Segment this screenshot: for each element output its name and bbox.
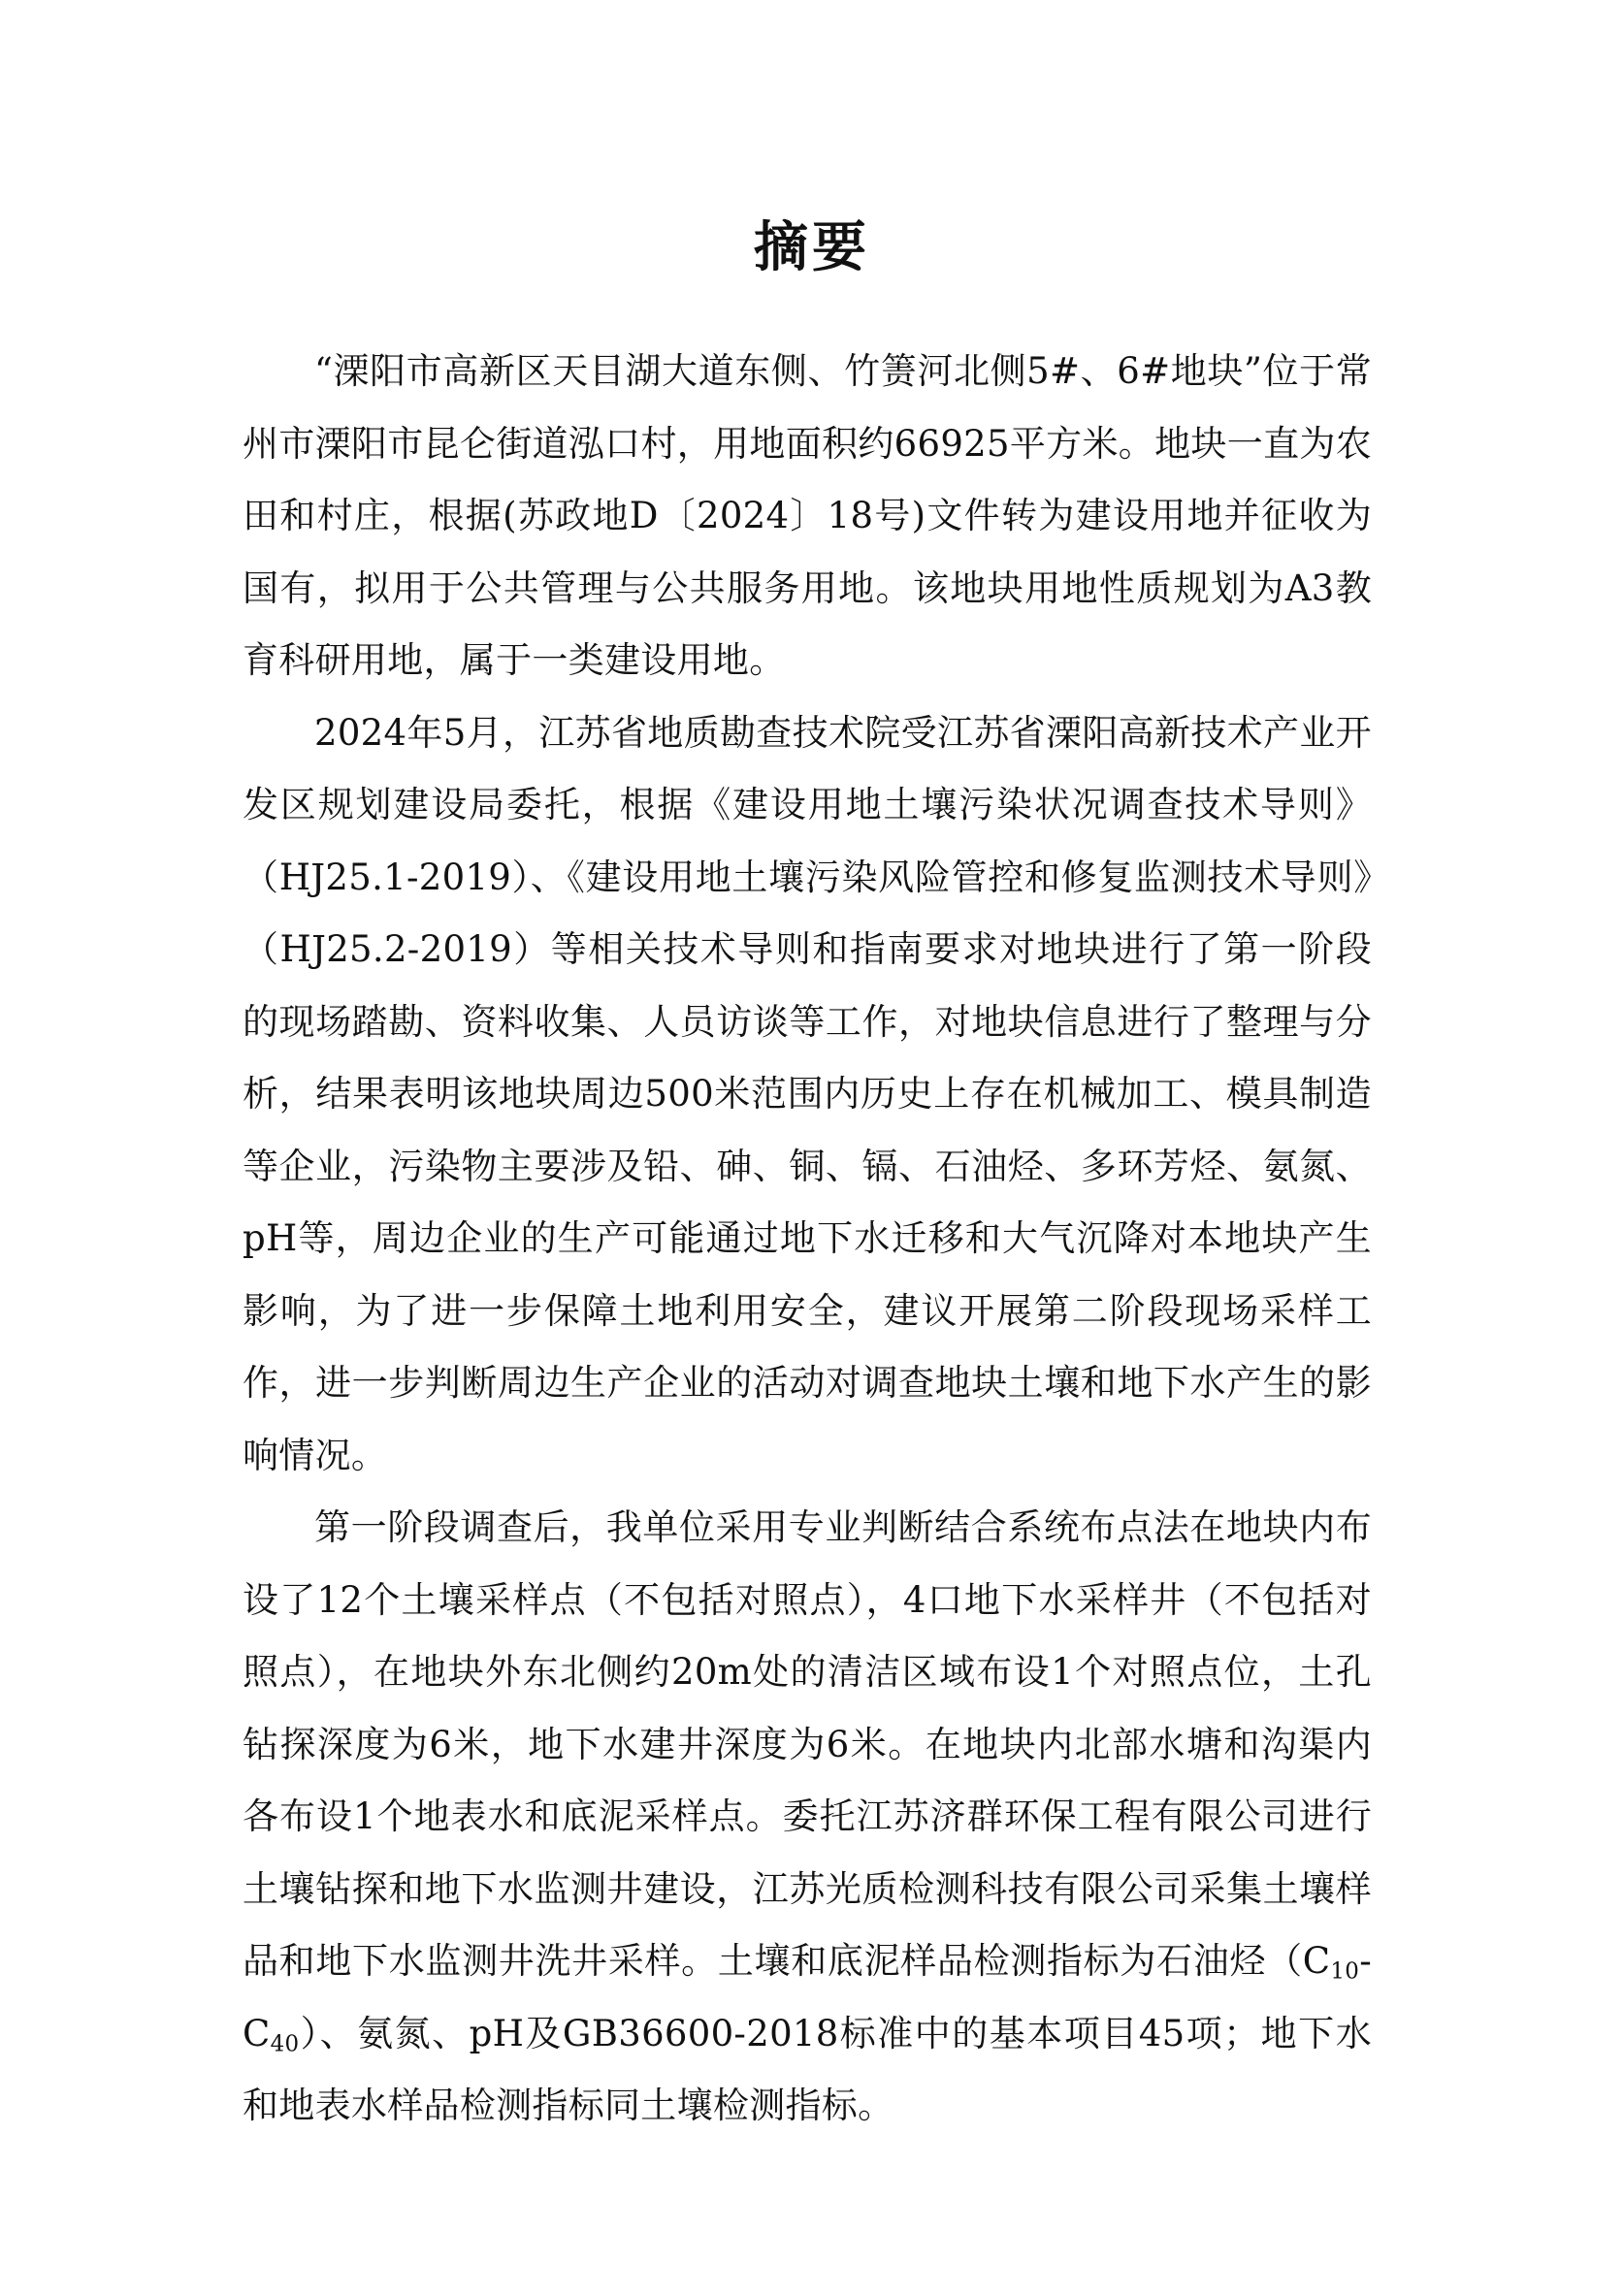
paragraph-sampling-text-mid: -C bbox=[243, 1940, 1372, 2054]
subscript-c40: 40 bbox=[270, 2031, 300, 2057]
paragraph-sampling-text-before: 第一阶段调查后，我单位采用专业判断结合系统布点法在地块内布设了12个土壤采样点（不包括对照点），4口地下水采样井（不包括对照点），在地块外东北侧约20m处的清洁区域布设1个对照点位，土孔钻探深度为6米，地下水建井深度为6米。在地块内北部水塘和沟渠内各布设1个地表水和底泥采样点。委托江苏济群环保工程有限公司进行土壤钻探和地下水监测井建设，江苏光质检测科技有限公司采集土壤样品和地下水监测井洗井采样。土壤和底泥样品检测指标为石油烃（C bbox=[243, 1506, 1372, 1982]
paragraph-phase-one-investigation: 2024年5月，江苏省地质勘查技术院受江苏省溧阳高新技术产业开发区规划建设局委托，根据《建设用地土壤污染状况调查技术导则》（HJ25.1-2019）、《建设用地土壤污染风险管控和修复监测技术导则》（HJ25.2-2019）等相关技术导则和指南要求对地块进行了第一阶段的现场踏勘、资料收集、人员访谈等工作，对地块信息进行了整理与分析，结果表明该地块周边500米范围内历史上存在机械加工、模具制造等企业，污染物主要涉及铅、砷、铜、镉、石油烃、多环芳烃、氨氮、pH等，周边企业的生产可能通过地下水迁移和大气沉降对本地块产生影响，为了进一步保障土地利用安全，建议开展第二阶段现场采样工作，进一步判断周边生产企业的活动对调查地块土壤和地下水产生的影响情况。 bbox=[243, 711, 1372, 1476]
page-title: 摘要 bbox=[754, 215, 870, 279]
subscript-c10: 10 bbox=[1330, 1958, 1360, 1985]
paragraph-site-overview: “溧阳市高新区天目湖大道东侧、竹箦河北侧5#、6#地块”位于常州市溧阳市昆仑街道泓口村，用地面积约66925平方米。地块一直为农田和村庄，根据(苏政地D〔2024〕18号)文件转为建设用地并征收为国有，拟用于公共管理与公共服务用地。该地块用地性质规划为A3教育科研用地，属于一类建设用地。 bbox=[243, 350, 1372, 681]
abstract-body bbox=[243, 336, 1372, 2143]
paragraph-sampling-text-after: ）、氨氮、pH及GB36600-2018标准中的基本项目45项；地下水和地表水样品检测指标同土壤检测指标。 bbox=[243, 2012, 1372, 2126]
paragraph-sampling-plan bbox=[243, 1492, 1372, 2143]
